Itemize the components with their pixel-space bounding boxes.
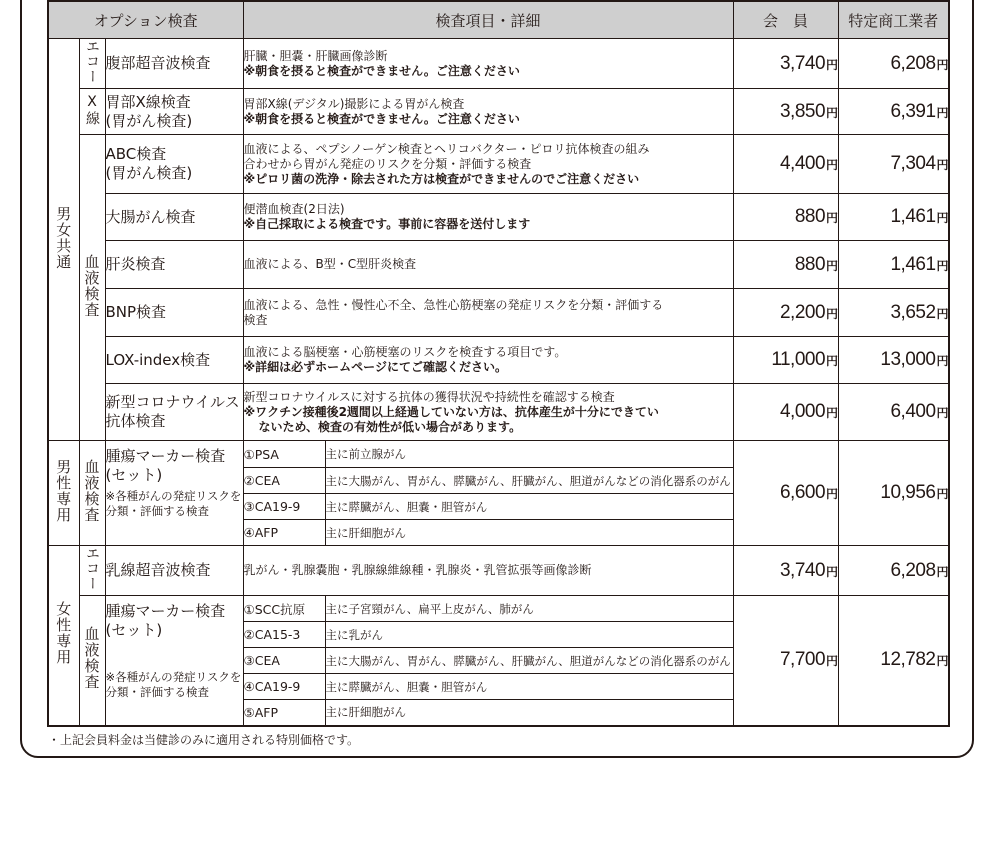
exam-detail: 血液による脳梗塞・心筋梗塞のリスクを検査する項目です。 ※詳細は必ずホームページにてご確認ください。	[243, 337, 733, 384]
member-price: 2,200円	[733, 289, 838, 337]
header-option: オプション検査	[48, 1, 243, 39]
header-commercial: 特定商工業者	[838, 1, 949, 39]
marker-desc: 主に肝細胞がん	[325, 700, 733, 726]
exam-detail: 血液による、ペプシノーゲン検査とヘリコバクター・ピロリ抗体検査の組み 合わせから胃がん発症のリスクを分類・評価する検査 ※ピロリ菌の洗浄・除去された方は検査ができませんのでご注意ください	[243, 135, 733, 194]
exam-detail: 血液による、急性・慢性心不全、急性心筋梗塞の発症リスクを分類・評価する 検査	[243, 289, 733, 337]
exam-name: 新型コロナウイルス 抗体検査	[105, 384, 243, 441]
marker-label: ①SCC抗原	[243, 596, 325, 622]
exam-detail: 肝臓・胆嚢・肝臓画像診断 ※朝食を摂ると検査ができません。ご注意ください	[243, 39, 733, 89]
option-exam-table	[47, 0, 950, 727]
exam-name: 腹部超音波検査	[105, 39, 243, 89]
commercial-price: 1,461円	[838, 241, 949, 289]
marker-desc: 主に膵臓がん、胆嚢・胆管がん	[325, 674, 733, 700]
commercial-price: 6,391円	[838, 89, 949, 135]
exam-name: 腫瘍マーカー検査 (セット) ※各種がんの発症リスクを分類・評価する検査	[105, 441, 243, 546]
marker-desc: 主に大腸がん、胃がん、膵臓がん、肝臓がん、胆道がんなどの消化器系のがん	[325, 648, 733, 674]
exam-name: 腫瘍マーカー検査 (セット) ※各種がんの発症リスクを分類・評価する検査	[105, 596, 243, 726]
table-row-breast	[48, 546, 949, 596]
subgroup-xray: X線	[79, 89, 105, 135]
marker-label: ④CA19-9	[243, 674, 325, 700]
marker-desc: 主に前立腺がん	[325, 441, 733, 468]
exam-name: 大腸がん検査	[105, 194, 243, 241]
marker-desc: 主に子宮頸がん、扁平上皮がん、肺がん	[325, 596, 733, 622]
commercial-price: 13,000円	[838, 337, 949, 384]
table-row-covid	[48, 384, 949, 441]
member-price: 11,000円	[733, 337, 838, 384]
exam-name: 肝炎検査	[105, 241, 243, 289]
subgroup-echo: エコー	[79, 39, 105, 89]
table-row-abc	[48, 135, 949, 194]
group-female: 女性専用	[48, 546, 79, 726]
marker-desc: 主に肝細胞がん	[325, 520, 733, 546]
commercial-price: 6,400円	[838, 384, 949, 441]
table-row-male-tumor	[48, 441, 949, 468]
exam-name: BNP検査	[105, 289, 243, 337]
marker-label: ②CA15-3	[243, 622, 325, 648]
commercial-price: 3,652円	[838, 289, 949, 337]
subgroup-blood: 血液検査	[79, 441, 105, 546]
table-row-abdomen	[48, 39, 949, 89]
member-price: 7,700円	[733, 596, 838, 726]
table-row-colon	[48, 194, 949, 241]
member-price: 3,740円	[733, 39, 838, 89]
commercial-price: 6,208円	[838, 546, 949, 596]
member-price: 880円	[733, 241, 838, 289]
member-price: 4,000円	[733, 384, 838, 441]
exam-detail: 便潜血検査(2日法) ※自己採取による検査です。事前に容器を送付します	[243, 194, 733, 241]
exam-detail: 血液による、B型・C型肝炎検査	[243, 241, 733, 289]
member-price: 3,850円	[733, 89, 838, 135]
header-detail: 検査項目・詳細	[243, 1, 733, 39]
member-price: 6,600円	[733, 441, 838, 546]
commercial-price: 1,461円	[838, 194, 949, 241]
marker-label: ③CEA	[243, 648, 325, 674]
subgroup-blood: 血液検査	[79, 135, 105, 441]
group-male: 男性専用	[48, 441, 79, 546]
marker-label: ③CA19-9	[243, 494, 325, 520]
table-row-stomach	[48, 89, 949, 135]
marker-desc: 主に膵臓がん、胆嚢・胆管がん	[325, 494, 733, 520]
header-member: 会 員	[733, 1, 838, 39]
exam-name: 胃部X線検査 (胃がん検査)	[105, 89, 243, 135]
group-common: 男女共通	[48, 39, 79, 441]
marker-desc: 主に乳がん	[325, 622, 733, 648]
marker-label: ④AFP	[243, 520, 325, 546]
commercial-price: 12,782円	[838, 596, 949, 726]
table-row-bnp	[48, 289, 949, 337]
member-price: 3,740円	[733, 546, 838, 596]
exam-name: 乳線超音波検査	[105, 546, 243, 596]
table-row-lox	[48, 337, 949, 384]
marker-label: ②CEA	[243, 468, 325, 494]
exam-detail: 新型コロナウイルスに対する抗体の獲得状況や持続性を確認する検査 ※ワクチン接種後2週間以上経過していない方は、抗体産生が十分にできてい ないため、検査の有効性が低い場合があります。	[243, 384, 733, 441]
subgroup-echo: エコー	[79, 546, 105, 596]
exam-name: ABC検査 (胃がん検査)	[105, 135, 243, 194]
commercial-price: 10,956円	[838, 441, 949, 546]
exam-name: LOX-index検査	[105, 337, 243, 384]
exam-detail: 胃部X線(デジタル)撮影による胃がん検査 ※朝食を摂ると検査ができません。ご注意ください	[243, 89, 733, 135]
table-row-female-tumor	[48, 596, 949, 622]
member-price: 4,400円	[733, 135, 838, 194]
header-row	[48, 1, 949, 39]
commercial-price: 6,208円	[838, 39, 949, 89]
member-price: 880円	[733, 194, 838, 241]
subgroup-blood: 血液検査	[79, 596, 105, 726]
exam-detail: 乳がん・乳腺嚢胞・乳腺線維線種・乳腺炎・乳管拡張等画像診断	[243, 546, 733, 596]
commercial-price: 7,304円	[838, 135, 949, 194]
marker-desc: 主に大腸がん、胃がん、膵臓がん、肝臓がん、胆道がんなどの消化器系のがん	[325, 468, 733, 494]
footnote: ・上記会員料金は当健診のみに適用される特別価格です。	[48, 733, 360, 747]
marker-label: ⑤AFP	[243, 700, 325, 726]
marker-label: ①PSA	[243, 441, 325, 468]
table-row-hepatitis	[48, 241, 949, 289]
